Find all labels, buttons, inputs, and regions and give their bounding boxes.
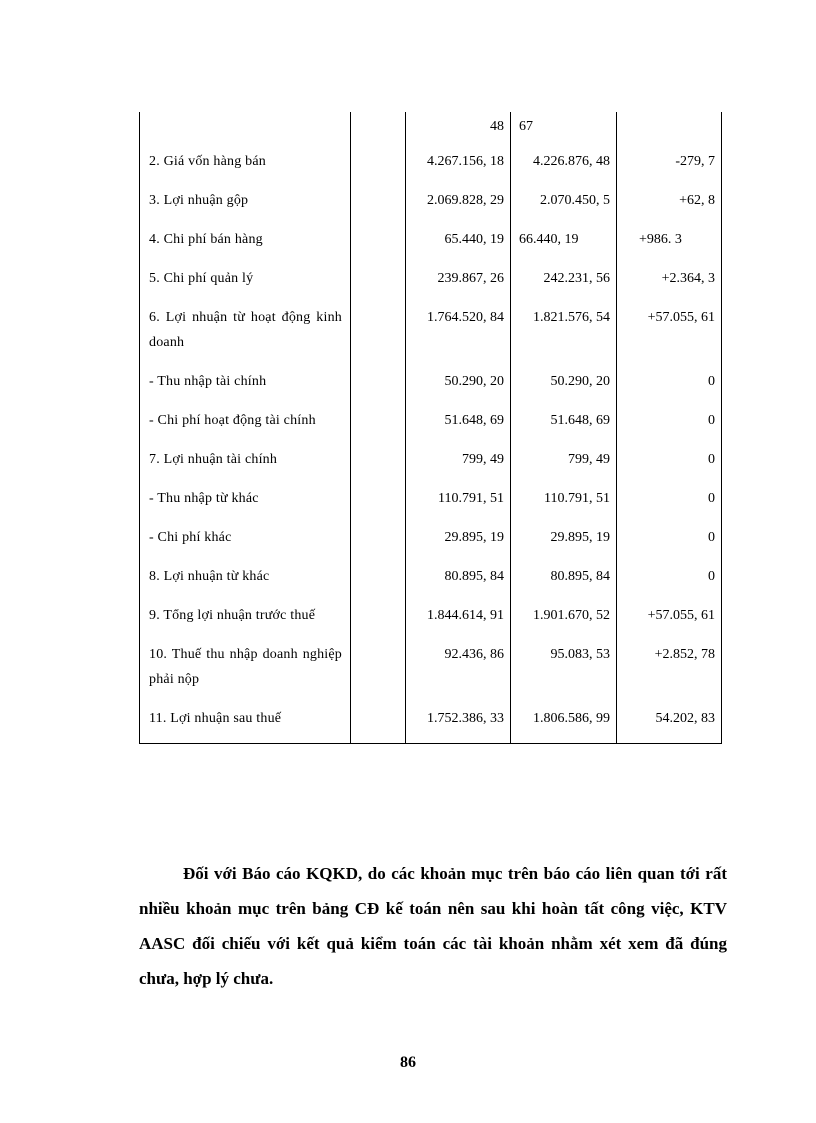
body-paragraph: Đối với Báo cáo KQKD, do các khoản mục trên báo cáo liên quan tới rất nhiều khoản mục trên bảng CĐ kế toán nên sau khi hoàn tất công việc, KTV AASC đối chiếu với kết quả kiểm toán các tài khoản nhằm xét xem đã đúng chưa, hợp lý chưa. xyxy=(139,864,727,988)
empty-cell xyxy=(351,640,406,704)
table-row xyxy=(140,367,722,406)
empty-cell xyxy=(351,601,406,640)
row-label: - Thu nhập tài chính xyxy=(140,367,351,406)
value-difference: +57.055, 61 xyxy=(617,303,722,367)
value-current: 2.070.450, 5 xyxy=(511,186,617,225)
value-difference: 0 xyxy=(617,562,722,601)
empty-cell xyxy=(351,112,406,147)
row-label: 4. Chi phí bán hàng xyxy=(140,225,351,264)
value-previous: 29.895, 19 xyxy=(406,523,511,562)
table-row xyxy=(140,112,722,147)
income-statement-table xyxy=(139,112,722,744)
value-current: 67 xyxy=(511,112,617,147)
value-difference: 0 xyxy=(617,445,722,484)
empty-cell xyxy=(351,484,406,523)
table-row xyxy=(140,640,722,704)
financial-table xyxy=(139,112,721,744)
row-label: - Chi phí hoạt động tài chính xyxy=(140,406,351,445)
value-current: 1.806.586, 99 xyxy=(511,704,617,744)
value-current: 50.290, 20 xyxy=(511,367,617,406)
empty-cell xyxy=(351,704,406,744)
value-previous: 110.791, 51 xyxy=(406,484,511,523)
value-difference: +2.852, 78 xyxy=(617,640,722,704)
empty-cell xyxy=(351,445,406,484)
row-label: 11. Lợi nhuận sau thuế xyxy=(140,704,351,744)
row-label: - Chi phí khác xyxy=(140,523,351,562)
value-current: 51.648, 69 xyxy=(511,406,617,445)
table-row xyxy=(140,406,722,445)
value-current: 80.895, 84 xyxy=(511,562,617,601)
value-current: 95.083, 53 xyxy=(511,640,617,704)
value-current: 29.895, 19 xyxy=(511,523,617,562)
value-difference: +2.364, 3 xyxy=(617,264,722,303)
value-previous: 65.440, 19 xyxy=(406,225,511,264)
table-row xyxy=(140,147,722,186)
value-difference: 0 xyxy=(617,367,722,406)
value-difference: 0 xyxy=(617,406,722,445)
value-previous: 4.267.156, 18 xyxy=(406,147,511,186)
page-number: 86 xyxy=(400,1054,416,1071)
value-difference: 0 xyxy=(617,484,722,523)
row-label: 5. Chi phí quản lý xyxy=(140,264,351,303)
table-row xyxy=(140,562,722,601)
table-row xyxy=(140,264,722,303)
empty-cell xyxy=(351,186,406,225)
value-current: 242.231, 56 xyxy=(511,264,617,303)
value-previous: 80.895, 84 xyxy=(406,562,511,601)
empty-cell xyxy=(351,562,406,601)
table-row xyxy=(140,484,722,523)
empty-cell xyxy=(351,367,406,406)
table-row xyxy=(140,601,722,640)
empty-cell xyxy=(351,523,406,562)
row-label: 9. Tổng lợi nhuận trước thuế xyxy=(140,601,351,640)
empty-cell xyxy=(351,147,406,186)
empty-cell xyxy=(351,225,406,264)
value-previous: 1.764.520, 84 xyxy=(406,303,511,367)
row-label xyxy=(140,112,351,147)
value-previous: 48 xyxy=(406,112,511,147)
value-current: 4.226.876, 48 xyxy=(511,147,617,186)
value-current: 66.440, 19 xyxy=(511,225,617,264)
table-row xyxy=(140,523,722,562)
value-difference xyxy=(617,112,722,147)
value-current: 1.821.576, 54 xyxy=(511,303,617,367)
value-previous: 2.069.828, 29 xyxy=(406,186,511,225)
value-current: 110.791, 51 xyxy=(511,484,617,523)
empty-cell xyxy=(351,406,406,445)
value-difference: 0 xyxy=(617,523,722,562)
row-label: 10. Thuế thu nhập doanh nghiệp phải nộp xyxy=(140,640,351,704)
table-body xyxy=(140,112,722,744)
value-difference: 54.202, 83 xyxy=(617,704,722,744)
value-difference: +62, 8 xyxy=(617,186,722,225)
row-label: 7. Lợi nhuận tài chính xyxy=(140,445,351,484)
value-previous: 239.867, 26 xyxy=(406,264,511,303)
value-difference: -279, 7 xyxy=(617,147,722,186)
empty-cell xyxy=(351,264,406,303)
row-label: 8. Lợi nhuận từ khác xyxy=(140,562,351,601)
row-label: 6. Lợi nhuận từ hoạt động kinh doanh xyxy=(140,303,351,367)
value-previous: 1.844.614, 91 xyxy=(406,601,511,640)
value-previous: 1.752.386, 33 xyxy=(406,704,511,744)
row-label: - Thu nhập từ khác xyxy=(140,484,351,523)
table-row xyxy=(140,303,722,367)
value-current: 1.901.670, 52 xyxy=(511,601,617,640)
value-difference: +57.055, 61 xyxy=(617,601,722,640)
table-row xyxy=(140,704,722,744)
value-previous: 799, 49 xyxy=(406,445,511,484)
row-label: 3. Lợi nhuận gộp xyxy=(140,186,351,225)
table-row xyxy=(140,225,722,264)
table-row xyxy=(140,445,722,484)
row-label: 2. Giá vốn hàng bán xyxy=(140,147,351,186)
empty-cell xyxy=(351,303,406,367)
table-row xyxy=(140,186,722,225)
value-current: 799, 49 xyxy=(511,445,617,484)
value-difference: +986. 3 xyxy=(617,225,722,264)
value-previous: 51.648, 69 xyxy=(406,406,511,445)
value-previous: 92.436, 86 xyxy=(406,640,511,704)
value-previous: 50.290, 20 xyxy=(406,367,511,406)
